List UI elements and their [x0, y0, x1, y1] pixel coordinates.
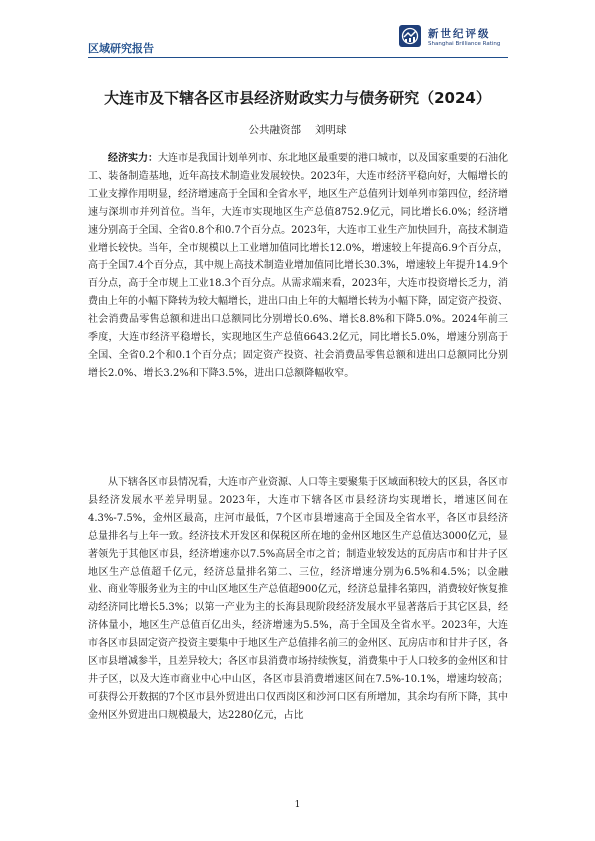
header-divider: [88, 57, 508, 58]
author-line: [0, 122, 595, 137]
paragraph-lead-heading: 经济实力：: [108, 153, 158, 164]
author-department: 公共融资部: [248, 124, 301, 136]
company-logo: [398, 24, 510, 54]
economic-strength-paragraph: [88, 150, 508, 383]
report-category-label: 区域研究报告: [88, 42, 154, 55]
paragraph-body-text: 大连市是我国计划单列市、东北地区最重要的港口城市，以及国家重要的石油化工、装备制造基地，近年高技术制造业发展较快。2023年，大连市经济平稳向好，大幅增长的工业支撑作用明显，经济增速高于全国和全省水平，地区生产总值列计划单列市第四位，经济增速与深圳市并列首位。当年，大连市实现地区生产总值8752.9亿元，同比增长6.0%；经济增速分别高于全国、全省0.8个和0.7个百分点。2023年，大连市工业生产加快回升，高技术制造业增长较快。当年，全市规模以上工业增加值同比增长12.0%，增速较上年提高6.9个百分点，高于全国7.4个百分点，其中规上高技术制造业增加值同比增长30.3%，增速较上年提升14.9个百分点，高于全市规上工业18.3个百分点。从需求端来看，2023年，大连市投资增长乏力，消费由上年的小幅下降转为较大幅增长，进出口由上年的大幅增长转为小幅下降，固定资产投资、社会消费品零售总额和进出口总额同比分别增长0.6%、增长8.8%和下降5.0%。2024年前三季度，大连市经济平稳增长，实现地区生产总值6643.2亿元，同比增长5.0%，增速分别高于全国、全省0.2个和0.1个百分点；固定资产投资、社会消费品零售总额和进出口总额同比分别增长2.0%、增长3.2%和下降3.5%，进出口总额降幅收窄。: [88, 153, 508, 379]
logo-name-cn: 新世纪评级: [428, 28, 491, 40]
author-name: 刘明球: [315, 124, 347, 136]
rating-emblem-icon: [398, 24, 422, 48]
logo-name-en: Shanghai Brilliance Rating: [428, 41, 501, 47]
page-number: 1: [294, 800, 301, 810]
report-title: 大连市及下辖各区市县经济财政实力与债务研究（2024）: [104, 89, 491, 107]
district-overview-paragraph: [88, 474, 508, 725]
paragraph-body-text: 从下辖各区市县情况看，大连市产业资源、人口等主要聚集于区域面积较大的区县，各区市县经济发展水平差异明显。2023年，大连市下辖各区市县经济均实现增长，增速区间在4.3%-7.5%，金州区最高，庄河市最低，7个区市县增速高于全国及全省水平，各区市县经济总量排名与上年一致。经济技术开发区和保税区所在地的金州区地区生产总值达3000亿元，显著领先于其他区市县，经济增速亦以7.5%高居全市之首；制造业较发达的瓦房店市和甘井子区地区生产总值超千亿元，经济总量排名第二、三位，经济增速分别为6.5%和4.5%；以金融业、商业等服务业为主的中山区地区生产总值超900亿元，经济总量排名第四，消费较好恢复推动经济同比增长5.3%；以第一产业为主的长海县现阶段经济发展水平显著落后于其它区县，经济体量小，地区生产总值百亿出头，经济增速为5.5%，高于全国及全省水平。2023年，大连市各区市县固定资产投资主要集中于地区生产总值排名前三的金州区、瓦房店市和甘井子区，各区市县增减参半，且差异较大；各区市县消费市场持续恢复，消费集中于人口较多的金州区和甘井子区，以及大连市商业中心中山区，各区市县消费增速区间在7.5%-10.1%，增速均较高；可获得公开数据的7个区市县外贸进出口仅西岗区和沙河口区有所增加，其余均有所下降，其中金州区外贸进出口规模最大，达2280亿元，占比: [88, 477, 508, 721]
